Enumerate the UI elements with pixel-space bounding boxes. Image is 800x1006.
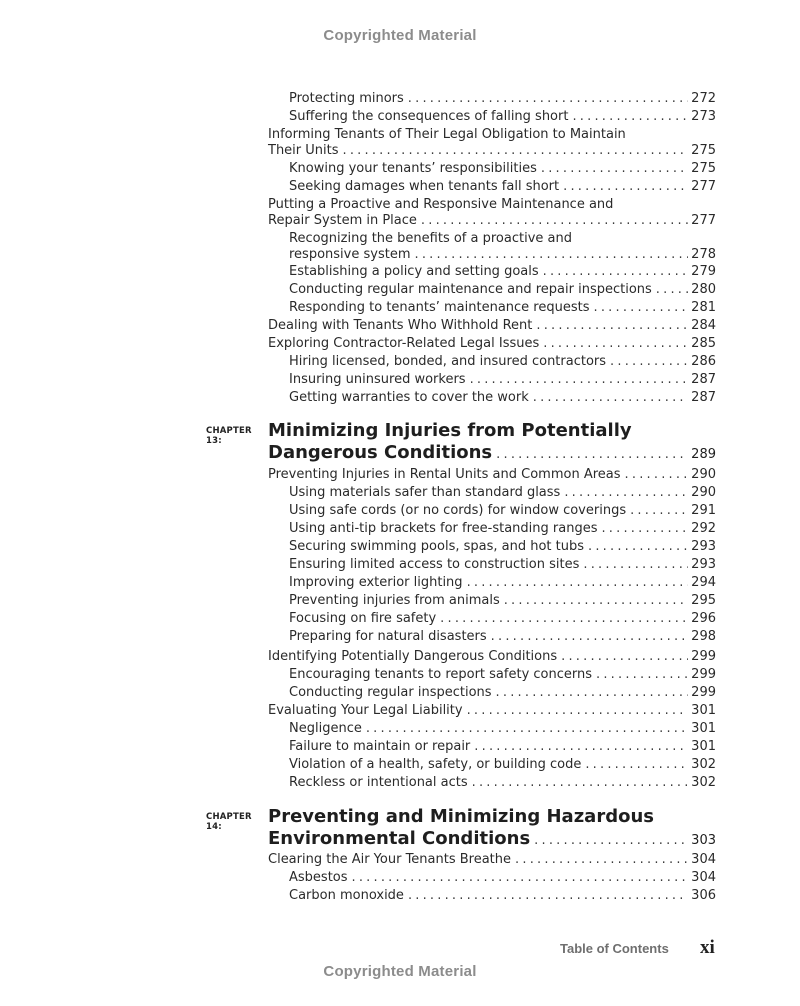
entry-line [268, 467, 716, 483]
dot-leader [536, 318, 688, 334]
copyright-watermark-bottom: Copyrighted Material [323, 963, 477, 980]
page-number: 275 [691, 161, 716, 176]
entry-line [289, 685, 716, 701]
entry-title: Evaluating Your Legal Liability [268, 703, 463, 718]
entry-line [289, 611, 716, 627]
entry-line [268, 213, 716, 229]
dot-leader [343, 143, 689, 159]
entry-title-line-1: Putting a Proactive and Responsive Maintenance and [268, 197, 614, 212]
page-number: 272 [691, 91, 716, 106]
chapter-label: CHAPTER 14: [206, 812, 252, 832]
entry-title: Asbestos [289, 870, 348, 885]
dot-leader [630, 503, 688, 519]
entry-line [289, 300, 716, 316]
dot-leader [504, 593, 688, 609]
dot-leader [596, 667, 688, 683]
dot-leader [474, 739, 688, 755]
toc-section-entry [268, 467, 716, 483]
page-number: 292 [691, 521, 716, 536]
chapter-label: CHAPTER 13: [206, 426, 252, 446]
chapter-title: Dangerous Conditions [268, 442, 493, 463]
page-number: 301 [691, 739, 716, 754]
entry-title: Insuring uninsured workers [289, 372, 466, 387]
dot-leader [563, 179, 688, 195]
page-number: 295 [691, 593, 716, 608]
entry-line [268, 852, 716, 868]
dot-leader [585, 757, 688, 773]
chapter-heading [268, 806, 716, 852]
page-number: 281 [691, 300, 716, 315]
dot-leader [470, 372, 689, 388]
entry-line [289, 485, 716, 501]
page-number: 301 [691, 703, 716, 718]
entry-line [289, 390, 716, 406]
entry-line [289, 575, 716, 591]
page-number: 299 [691, 649, 716, 664]
page-number: 286 [691, 354, 716, 369]
entry-title: Conducting regular inspections [289, 685, 492, 700]
page-number: 293 [691, 539, 716, 554]
entry-title: Responding to tenants’ maintenance requests [289, 300, 590, 315]
toc-subsection-entry [289, 685, 716, 701]
page-number: 301 [691, 721, 716, 736]
entry-title: Dealing with Tenants Who Withhold Rent [268, 318, 533, 333]
entry-title: Seeking damages when tenants fall short [289, 179, 560, 194]
entry-line [289, 282, 716, 298]
chapter-title: Environmental Conditions [268, 828, 531, 849]
entry-line [289, 247, 716, 263]
entry-title: Using anti-tip brackets for free-standing ranges [289, 521, 598, 536]
toc-subsection-entry [289, 179, 716, 195]
footer-section-label: Table of Contents [560, 941, 669, 956]
entry-line [289, 179, 716, 195]
page-number: 279 [691, 264, 716, 279]
toc-section-entry [268, 197, 716, 229]
dot-leader [496, 685, 689, 701]
dot-leader [541, 161, 688, 177]
entry-title: Identifying Potentially Dangerous Conditions [268, 649, 558, 664]
entry-line [268, 703, 716, 719]
entry-line [289, 109, 716, 125]
page-number: 290 [691, 485, 716, 500]
toc-subsection-entry [289, 390, 716, 406]
entry-line [289, 888, 716, 904]
page-number: 285 [691, 336, 716, 351]
dot-leader [564, 485, 688, 501]
dot-leader [534, 830, 688, 852]
toc-subsection-entry [289, 539, 716, 555]
page-number: 306 [691, 888, 716, 903]
toc-subsection-entry [289, 231, 716, 263]
entry-title: Their Units [268, 143, 339, 158]
dot-leader [543, 264, 689, 280]
page-number: 275 [691, 143, 716, 158]
entry-title: Ensuring limited access to construction sites [289, 557, 580, 572]
toc-subsection-entry [289, 870, 716, 886]
entry-line [289, 775, 716, 791]
dot-leader [572, 109, 688, 125]
toc-subsection-entry [289, 372, 716, 388]
dot-leader [543, 336, 688, 352]
page-number: 290 [691, 467, 716, 482]
page-number: 299 [691, 667, 716, 682]
dot-leader [594, 300, 689, 316]
dot-leader [472, 775, 689, 791]
toc-subsection-entry [289, 354, 716, 370]
dot-leader [467, 575, 689, 591]
toc-subsection-entry [289, 503, 716, 519]
entry-line [289, 721, 716, 737]
entry-title: Violation of a health, safety, or building code [289, 757, 582, 772]
dot-leader [366, 721, 688, 737]
toc-section-entry [268, 649, 716, 665]
entry-title: Securing swimming pools, spas, and hot tubs [289, 539, 585, 554]
toc-subsection-entry [289, 557, 716, 573]
page-number: 287 [691, 372, 716, 387]
dot-leader [496, 444, 688, 466]
dot-leader [467, 703, 689, 719]
page-number: 304 [691, 870, 716, 885]
entry-title: responsive system [289, 247, 411, 262]
page-number: 277 [691, 213, 716, 228]
chapter-title-line [268, 828, 716, 852]
entry-title: Protecting minors [289, 91, 404, 106]
entry-line [289, 870, 716, 886]
toc-subsection-entry [289, 485, 716, 501]
toc-subsection-entry [289, 300, 716, 316]
dot-leader [583, 557, 688, 573]
page-number: 278 [691, 247, 716, 262]
entry-title: Carbon monoxide [289, 888, 404, 903]
entry-title: Using materials safer than standard glass [289, 485, 561, 500]
entry-line [289, 354, 716, 370]
entry-line [289, 593, 716, 609]
toc-subsection-entry [289, 757, 716, 773]
entry-line [289, 667, 716, 683]
toc-section-entry [268, 852, 716, 868]
toc-section-entry [268, 703, 716, 719]
dot-leader [421, 213, 688, 229]
page-number: 273 [691, 109, 716, 124]
dot-leader [491, 629, 689, 645]
entry-title: Hiring licensed, bonded, and insured contractors [289, 354, 607, 369]
dot-leader [352, 870, 689, 886]
entry-title: Focusing on fire safety [289, 611, 437, 626]
entry-title-line-1: Informing Tenants of Their Legal Obligation to Maintain [268, 127, 626, 142]
page-number: 303 [691, 833, 716, 848]
dot-leader [408, 91, 688, 107]
entry-title: Getting warranties to cover the work [289, 390, 529, 405]
dot-leader [588, 539, 688, 555]
page-number: 302 [691, 757, 716, 772]
page-number: 289 [691, 447, 716, 462]
toc-subsection-entry [289, 575, 716, 591]
toc-subsection-entry [289, 775, 716, 791]
entry-line [289, 372, 716, 388]
entry-line [289, 757, 716, 773]
entry-line [289, 161, 716, 177]
entry-line [268, 336, 716, 352]
dot-leader [440, 611, 688, 627]
entry-title: Repair System in Place [268, 213, 417, 228]
dot-leader [625, 467, 689, 483]
footer-page-number: xi [700, 937, 715, 958]
entry-line [289, 629, 716, 645]
toc-subsection-entry [289, 667, 716, 683]
entry-title: Improving exterior lighting [289, 575, 463, 590]
entry-line [268, 143, 716, 159]
entry-title-line-1: Recognizing the benefits of a proactive and [289, 231, 572, 246]
entry-title: Using safe cords (or no cords) for window coverings [289, 503, 627, 518]
entry-line [289, 739, 716, 755]
dot-leader [533, 390, 688, 406]
dot-leader [408, 888, 688, 904]
toc-section-entry [268, 318, 716, 334]
entry-line [268, 318, 716, 334]
toc-subsection-entry [289, 739, 716, 755]
entry-title: Establishing a policy and setting goals [289, 264, 539, 279]
page-number: 293 [691, 557, 716, 572]
chapter-title-line-1: Preventing and Minimizing Hazardous [268, 806, 654, 827]
toc-subsection-entry [289, 611, 716, 627]
entry-title: Negligence [289, 721, 362, 736]
entry-line [289, 557, 716, 573]
entry-title: Failure to maintain or repair [289, 739, 471, 754]
dot-leader [610, 354, 688, 370]
entry-line [268, 649, 716, 665]
page-number: 280 [691, 282, 716, 297]
page-number: 296 [691, 611, 716, 626]
chapter-title-line-1: Minimizing Injuries from Potentially [268, 420, 632, 441]
dot-leader [601, 521, 688, 537]
toc-subsection-entry [289, 161, 716, 177]
entry-title: Encouraging tenants to report safety concerns [289, 667, 593, 682]
toc-subsection-entry [289, 721, 716, 737]
entry-title: Preventing injuries from animals [289, 593, 500, 608]
entry-title: Knowing your tenants’ responsibilities [289, 161, 537, 176]
page-number: 298 [691, 629, 716, 644]
dot-leader [515, 852, 688, 868]
entry-line [289, 521, 716, 537]
toc-section-entry [268, 127, 716, 159]
page-number: 277 [691, 179, 716, 194]
copyright-watermark-top: Copyrighted Material [323, 27, 477, 44]
chapter-title-line [268, 442, 716, 466]
entry-title: Exploring Contractor-Related Legal Issues [268, 336, 540, 351]
page-number: 299 [691, 685, 716, 700]
entry-line [289, 264, 716, 280]
page-number: 291 [691, 503, 716, 518]
toc-subsection-entry [289, 521, 716, 537]
page-number: 302 [691, 775, 716, 790]
toc-subsection-entry [289, 888, 716, 904]
entry-line [289, 503, 716, 519]
entry-title: Reckless or intentional acts [289, 775, 468, 790]
entry-title: Conducting regular maintenance and repair inspections [289, 282, 652, 297]
dot-leader [561, 649, 688, 665]
dot-leader [414, 247, 688, 263]
toc-section-entry [268, 336, 716, 352]
chapter-heading [268, 420, 716, 466]
toc-subsection-entry [289, 282, 716, 298]
toc-subsection-entry [289, 91, 716, 107]
toc-subsection-entry [289, 593, 716, 609]
toc-subsection-entry [289, 109, 716, 125]
dot-leader [656, 282, 688, 298]
page-number: 304 [691, 852, 716, 867]
toc-subsection-entry [289, 264, 716, 280]
page-number: 294 [691, 575, 716, 590]
entry-title: Preparing for natural disasters [289, 629, 487, 644]
toc-subsection-entry [289, 629, 716, 645]
entry-title: Preventing Injuries in Rental Units and Common Areas [268, 467, 621, 482]
entry-line [289, 91, 716, 107]
page-number: 284 [691, 318, 716, 333]
entry-title: Clearing the Air Your Tenants Breathe [268, 852, 512, 867]
page-number: 287 [691, 390, 716, 405]
entry-title: Suffering the consequences of falling short [289, 109, 569, 124]
entry-line [289, 539, 716, 555]
